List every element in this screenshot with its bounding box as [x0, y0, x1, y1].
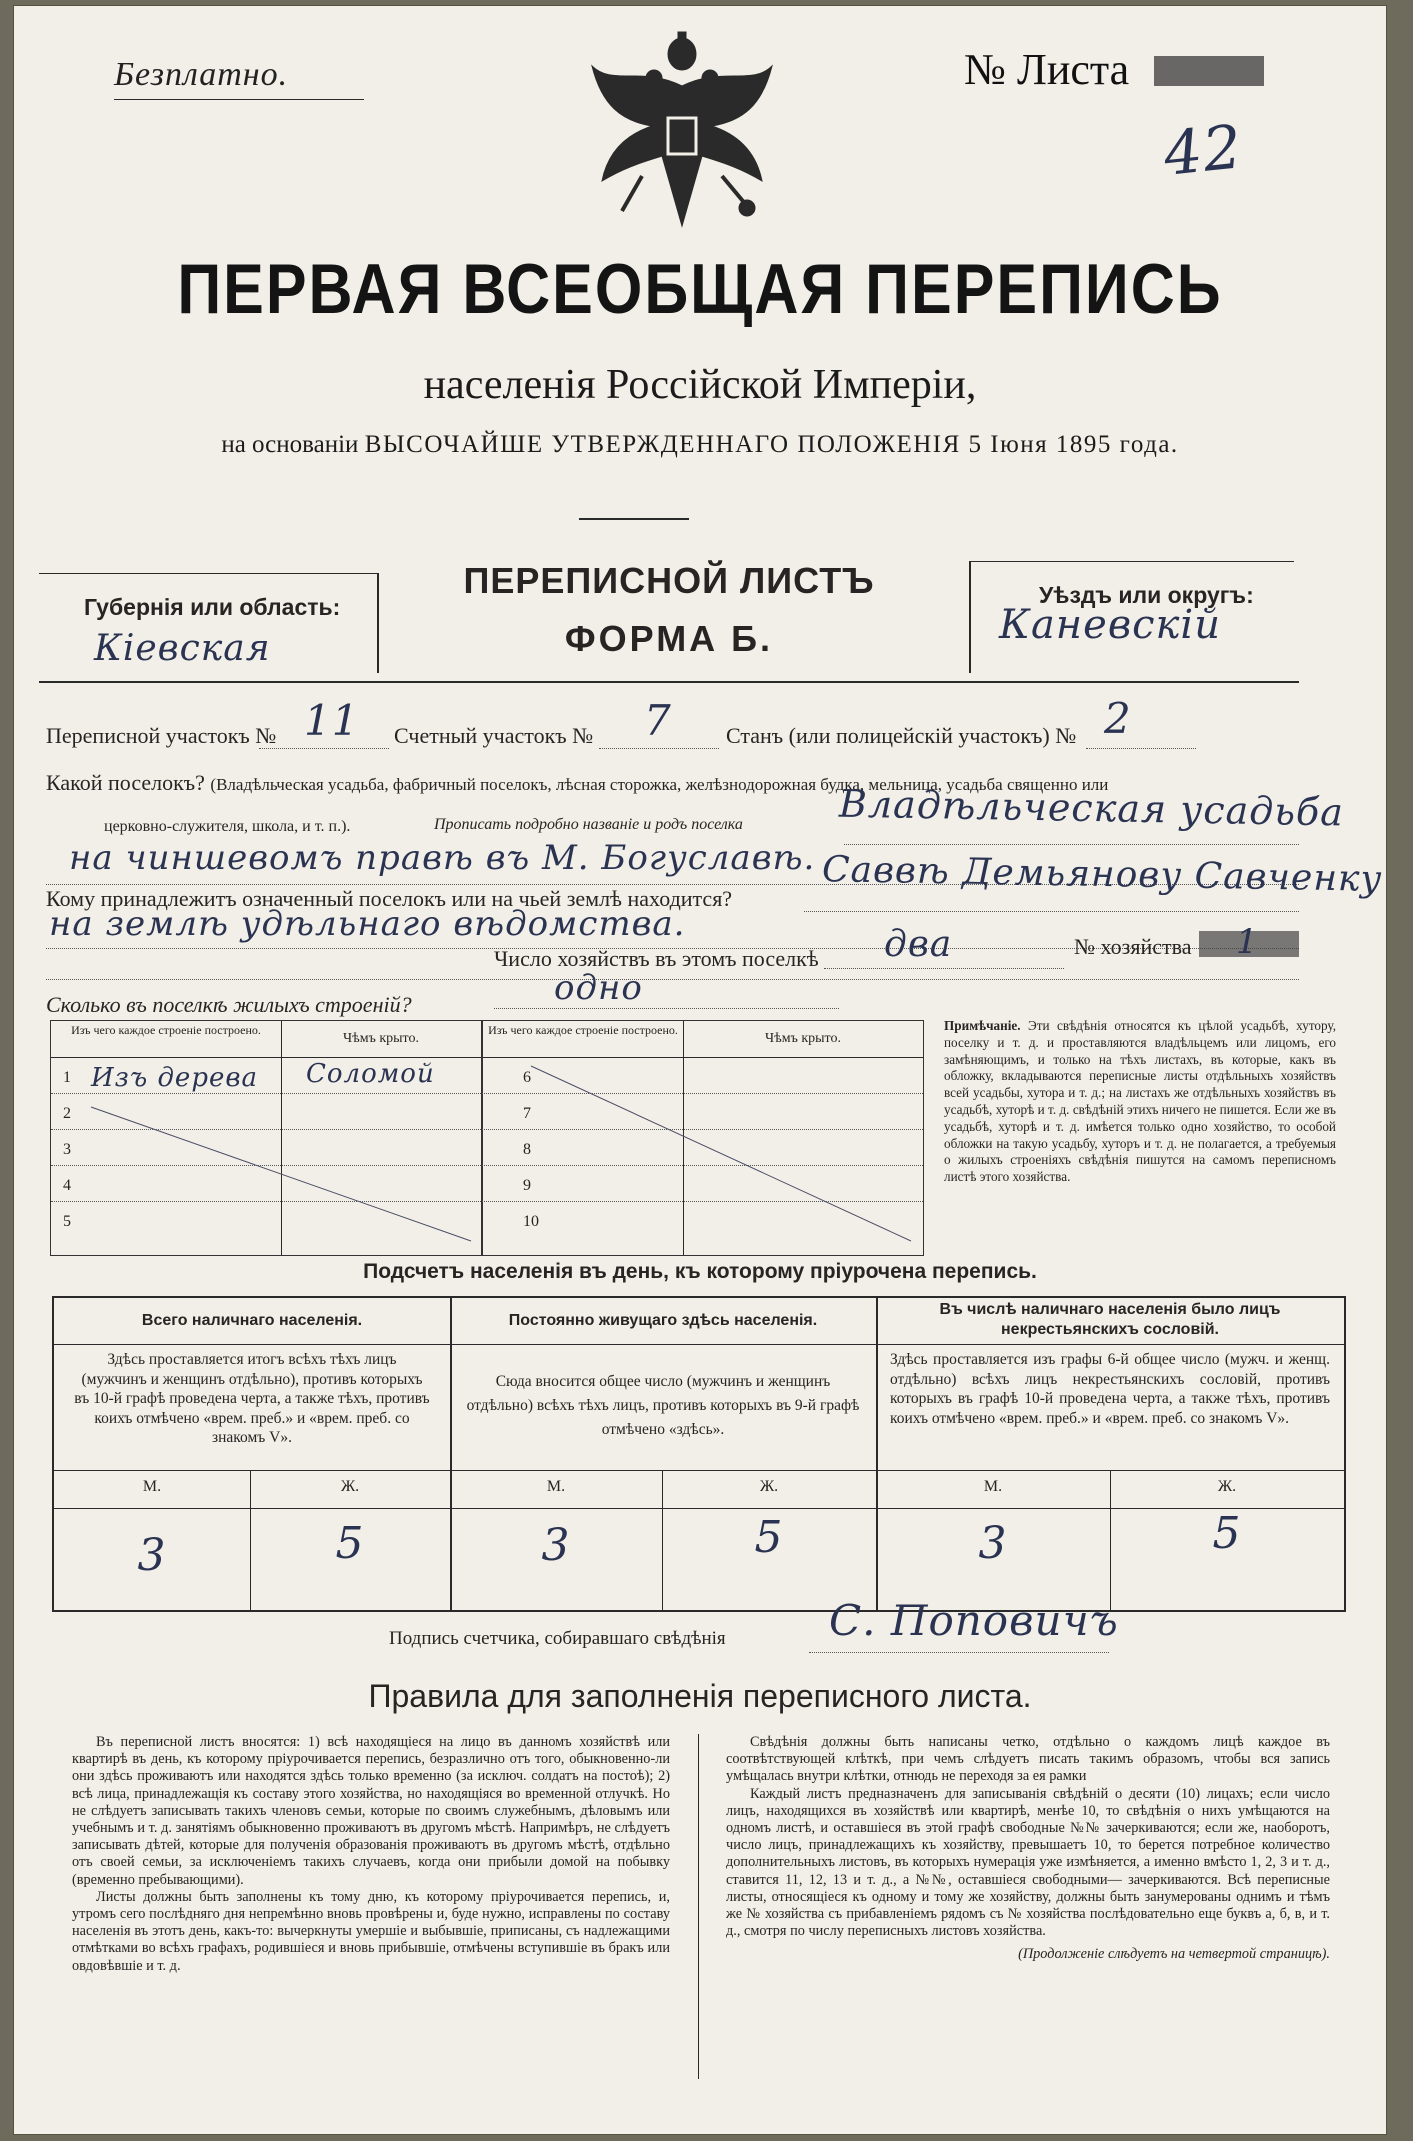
pt-c2-m-value: 3 — [541, 1520, 571, 1571]
pt-c3-m-value: 3 — [978, 1518, 1008, 1569]
pt-c2-f-label: Ж. — [759, 1478, 779, 1495]
pt-c1-f-label: Ж. — [340, 1478, 360, 1495]
settlement-instr: Прописать подробно названіе и родъ поселка — [434, 816, 743, 833]
bt-row1-material: Изъ дерева — [91, 1063, 258, 1093]
household-no-value: 1 — [1236, 922, 1259, 962]
free-label: Безплатно. — [114, 56, 289, 93]
rules-left — [72, 1734, 670, 1975]
settlement-value2: на чиншевомъ правѣ въ М. Богуславѣ. — [69, 838, 816, 878]
sheet-no-value: 42 — [1160, 112, 1246, 190]
sheet-no-stamp — [1154, 56, 1264, 86]
bt-right-head-material: Изъ чего каждое строеніе построено. — [488, 1023, 678, 1037]
basis-line — [14, 431, 1386, 459]
region-right-top — [969, 561, 1294, 562]
bt-row-10: 10 — [523, 1213, 539, 1230]
region-right-vline — [969, 561, 971, 673]
owner-line1 — [804, 911, 1299, 912]
form-name: ФОРМА Б. — [564, 618, 774, 659]
pt-c1-m-value: 3 — [137, 1530, 167, 1581]
pt-c2-m-label: М. — [546, 1478, 566, 1495]
pt-c2-text: Сюда вносится общее число (мужчинъ и женщинъ отдѣльно) всѣхъ тѣхъ лицъ, противъ которыхъ въ 9-й графѣ отмѣчено «здѣсь». — [466, 1373, 860, 1438]
pt-c3-text: Здѣсь проставляется изъ графы 6-й общее число (мужч. и женщ. отдѣльно) всѣхъ лицъ некрестьянскихъ сословій, противъ которыхъ въ графѣ 10-й проведена черта, а также тѣхъ, противъ коихъ отмѣчено «врем. преб.» и «врем. преб. со знакомъ V». — [890, 1351, 1330, 1427]
stan-line — [1086, 748, 1196, 749]
pt-c1-m-label: М. — [142, 1478, 162, 1495]
count-label: Счетный участокъ № — [394, 723, 594, 748]
title-rule — [579, 518, 689, 520]
signature-line — [809, 1652, 1109, 1653]
pt-c1-title: Всего наличнаго населенія. — [141, 1312, 363, 1329]
stan-label: Станъ (или полицейскій участокъ) № — [726, 723, 1077, 748]
district-value: 11 — [304, 696, 360, 745]
bt-left-head-material: Изъ чего каждое строеніе построено. — [71, 1023, 261, 1037]
owner-value2: на землѣ удѣльнаго вѣдомства. — [49, 904, 686, 944]
signature-value: С. Поповичъ — [829, 1596, 1119, 1645]
basis-caps: ВЫСОЧАЙШЕ УТВЕРЖДЕННАГО ПОЛОЖЕНІЯ 5 Іюня 1895 года. — [364, 431, 1179, 458]
note-title: Примѣчаніе. — [944, 1018, 1021, 1033]
households-value: два — [884, 924, 953, 965]
bt-left-head-roof: Чѣмъ крыто. — [343, 1031, 419, 1046]
pt-text-rule — [54, 1470, 1344, 1471]
owner-value1: Саввѣ Демьянову Савченку — [821, 849, 1383, 900]
signature-label: Подпись счетчика, собиравшаго свѣдѣнія — [389, 1628, 726, 1649]
bt-row-9: 9 — [523, 1177, 531, 1194]
buildings-label: Сколько въ поселкѣ жилыхъ строеній? — [46, 992, 412, 1017]
district-line — [259, 748, 389, 749]
owner-question: Кому принадлежитъ означенный поселокъ или на чьей землѣ находится? — [46, 886, 733, 911]
count-line — [599, 748, 719, 749]
bt-right-head-rule — [483, 1057, 923, 1058]
rules-divider — [698, 1734, 699, 2079]
pt-c3-f-label: Ж. — [1217, 1478, 1237, 1495]
settlement-line1 — [844, 844, 1299, 845]
settlement-hint2: церковно-служителя, школа, и т. п.). — [104, 818, 351, 835]
pt-c2-head-rule — [450, 1344, 876, 1345]
bt-row-8: 8 — [523, 1141, 531, 1158]
gubernia-label: Губернія или область: — [84, 594, 341, 620]
population-table — [52, 1296, 1346, 1612]
rules-left-p2: Листы должны быть заполнены къ тому дню, къ которому пріурочивается перепись, и, утромъ сего послѣдняго дня непремѣнно вновь провѣрены и, буде нужно, исправлены по составу населенія въ этотъ день, какъ-то: вычеркнуты умершіе и выбывшіе, приписаны, съ надлежащими отмѣтками во всѣхъ графахъ, родившіеся и вновь прибывшіе, отмѣчены вступившіе въ бракъ или овдовѣвшіе и т. д. — [72, 1888, 670, 1974]
uezd-label: Уѣздъ или округъ: — [1039, 582, 1254, 608]
pt-c2-title: Постоянно живущаго здѣсь населенія. — [508, 1312, 818, 1329]
subtitle: населенія Россійской Имперіи, — [423, 362, 977, 408]
census-sheet — [14, 6, 1386, 2134]
settlement-value1: Владѣльческая усадьба — [838, 781, 1345, 835]
imperial-eagle-emblem — [582, 26, 782, 241]
district-label: Переписной участокъ № — [46, 723, 277, 748]
free-underline — [114, 99, 364, 100]
form-title: ПЕРЕПИСНОЙ ЛИСТЪ — [463, 560, 875, 601]
stan-value: 2 — [1104, 694, 1132, 743]
pt-c1-head-rule — [54, 1344, 450, 1345]
bt-row-2: 2 — [63, 1105, 71, 1122]
household-no-label: № хозяйства — [1074, 934, 1192, 959]
bt-left-head-rule — [51, 1057, 481, 1058]
rules-continued: (Продолженіе слѣдуетъ на четвертой страницѣ). — [1018, 1946, 1330, 1963]
bt-row-6: 6 — [523, 1069, 531, 1086]
basis-pre: на основаніи — [221, 431, 359, 458]
rules-right — [726, 1734, 1330, 1964]
population-heading: Подсчетъ населенія въ день, къ которому пріурочена перепись. — [363, 1260, 1037, 1283]
households-line — [824, 968, 1064, 969]
pt-c3-title: Въ числѣ наличнаго населенія было лицъ некрестьянскихъ сословій. — [939, 1301, 1281, 1338]
settlement-q: Какой поселокъ? — [46, 770, 205, 795]
rules-right-p1: Свѣдѣнія должны быть написаны четко, отдѣльно о каждомъ лицѣ каждое въ соотвѣтствующей клѣткѣ, при чемъ слѣдуетъ писать такимъ образомъ, чтобы вся запись умѣщалась внутри клѣтки, отнюдь не переходя за ея рамки — [726, 1734, 1330, 1785]
gubernia-value: Кіевская — [94, 628, 271, 669]
bt-row-4: 4 — [63, 1177, 71, 1194]
buildings-table — [50, 1020, 924, 1256]
rules-left-p1: Въ переписной листъ вносятся: 1) всѣ находящіеся на лицо въ данномъ хозяйствѣ или квартирѣ въ день, къ которому пріурочивается перепись, безразлично отъ того, обыкновенно-ли они здѣсь проживаютъ или находятся здѣсь только временно (за исключ. солдатъ на постоѣ); 2) всѣ лица, принадлежащія къ составу этого хозяйства, но находящіяся во временной отлучкѣ. Но не слѣдуетъ записывать такихъ членовъ семьи, которые по своимъ служебнымъ, дѣловымъ или учебнымъ и т. д. занятіямъ обыкновенно проживаютъ въ другомъ мѣстѣ. Напримѣръ, не слѣдуетъ записывать дѣтей, которые для полученія образованія проживаютъ въ другомъ мѣстѣ, отдѣльно отъ своей семьи, за исключеніемъ такихъ случаевъ, когда они прибыли домой на побывку (временно пребывающими). — [72, 1734, 670, 1888]
bt-row-3: 3 — [63, 1141, 71, 1158]
main-title: ПЕРВАЯ ВСЕОБЩАЯ ПЕРЕПИСЬ — [177, 249, 1223, 329]
rules-right-p2: Каждый листъ предназначенъ для записыванія свѣдѣній о десяти (10) лицахъ; если число лицъ, находящихся въ хозяйствѣ или квартирѣ, менѣе 10, то свѣдѣнія о нихъ умѣщаются на одномъ листѣ, и оставшіеся въ этой графѣ свободные №№ зачеркиваются; если же, наоборотъ, число лицъ, принадлежащихъ къ хозяйству, превышаетъ 10, то берется потребное количество дополнительныхъ листовъ, въ которыхъ нумерація уже измѣняется, а именно вмѣсто 1, 2, 3 и т. д., ставится 11, 12, 13 и т. д., а №№, оставшіеся свободными— зачеркиваются. Всѣ переписные листы, относящіеся къ одному и тому же хозяйству, должны быть занумерованы однимъ и тѣмъ же № хозяйства съ прибавленіемъ рядомъ съ № хозяйства послѣдовательно еще буквъ а, б, в, и т. д., смотря по числу переписныхъ листовъ хозяйства. — [726, 1785, 1330, 1940]
rules-title: Правила для заполненія переписного листа. — [368, 1678, 1032, 1714]
bleed-through-left — [354, 66, 614, 186]
bt-row-7: 7 — [523, 1105, 531, 1122]
count-value: 7 — [644, 696, 672, 745]
pt-c1-f-value: 5 — [335, 1518, 365, 1569]
pt-c3-f-value: 5 — [1212, 1508, 1242, 1559]
note-text: Эти свѣдѣнія относятся къ цѣлой усадьбѣ, хутору, поселку и т. д. и проставляются владѣльцемъ или лицомъ, его замѣняющимъ, и только на тѣхъ листахъ, въ которые, какъ въ обложку, вкладываются переписные листы отдѣльныхъ хозяйствъ всей усадьбы, хутора и т. д.; на листахъ же отдѣльныхъ хозяйствъ въ усадьбѣ, хуторѣ и т. д. свѣдѣній этихъ ничего не пишется. Если же въ усадьбѣ, хуторѣ и т. д. имѣется только одно хозяйство, то особой обложки на такую усадьбу, хуторъ и т. д. не полагается, а требуемыя о жилыхъ строеніяхъ свѣдѣнія пишутся на самомъ переписномъ листѣ этого хозяйства. — [944, 1018, 1337, 1185]
region-left-top — [39, 573, 379, 574]
bt-row-1: 1 — [63, 1069, 71, 1086]
bt-row-5: 5 — [63, 1213, 71, 1230]
pt-c3-m-label: М. — [983, 1478, 1003, 1495]
bt-row1-roof: Соломой — [306, 1059, 435, 1089]
region-bottom-rule — [39, 681, 1299, 683]
pt-c1-text: Здѣсь проставляется итогъ всѣхъ тѣхъ лицъ (мужчинъ и женщинъ отдѣльно), противъ которыхъ въ 10-й графѣ проведена черта, а также тѣхъ, противъ коихъ отмѣчено «врем. преб.» и «врем. преб. со знакомъ V». — [74, 1351, 430, 1446]
sheet-no-label: № Листа — [964, 45, 1130, 94]
buildings-line — [494, 1008, 839, 1009]
buildings-value: одно — [554, 968, 643, 1008]
note-block — [944, 1018, 1336, 1186]
households-label: Число хозяйствъ въ этомъ поселкѣ — [494, 946, 819, 971]
pt-c2-f-value: 5 — [754, 1512, 784, 1563]
households-baseline — [46, 979, 1299, 980]
settlement-hint: (Владѣльческая усадьба, фабричный поселокъ, лѣсная сторожка, желѣзнодорожная будка, мельница, усадьба священно или — [210, 775, 1109, 794]
bt-right-head-roof: Чѣмъ крыто. — [765, 1031, 841, 1046]
uezd-value: Каневскій — [999, 602, 1221, 648]
pt-c3-head-rule — [876, 1344, 1344, 1345]
bt-crossout-lines — [51, 1061, 923, 1255]
